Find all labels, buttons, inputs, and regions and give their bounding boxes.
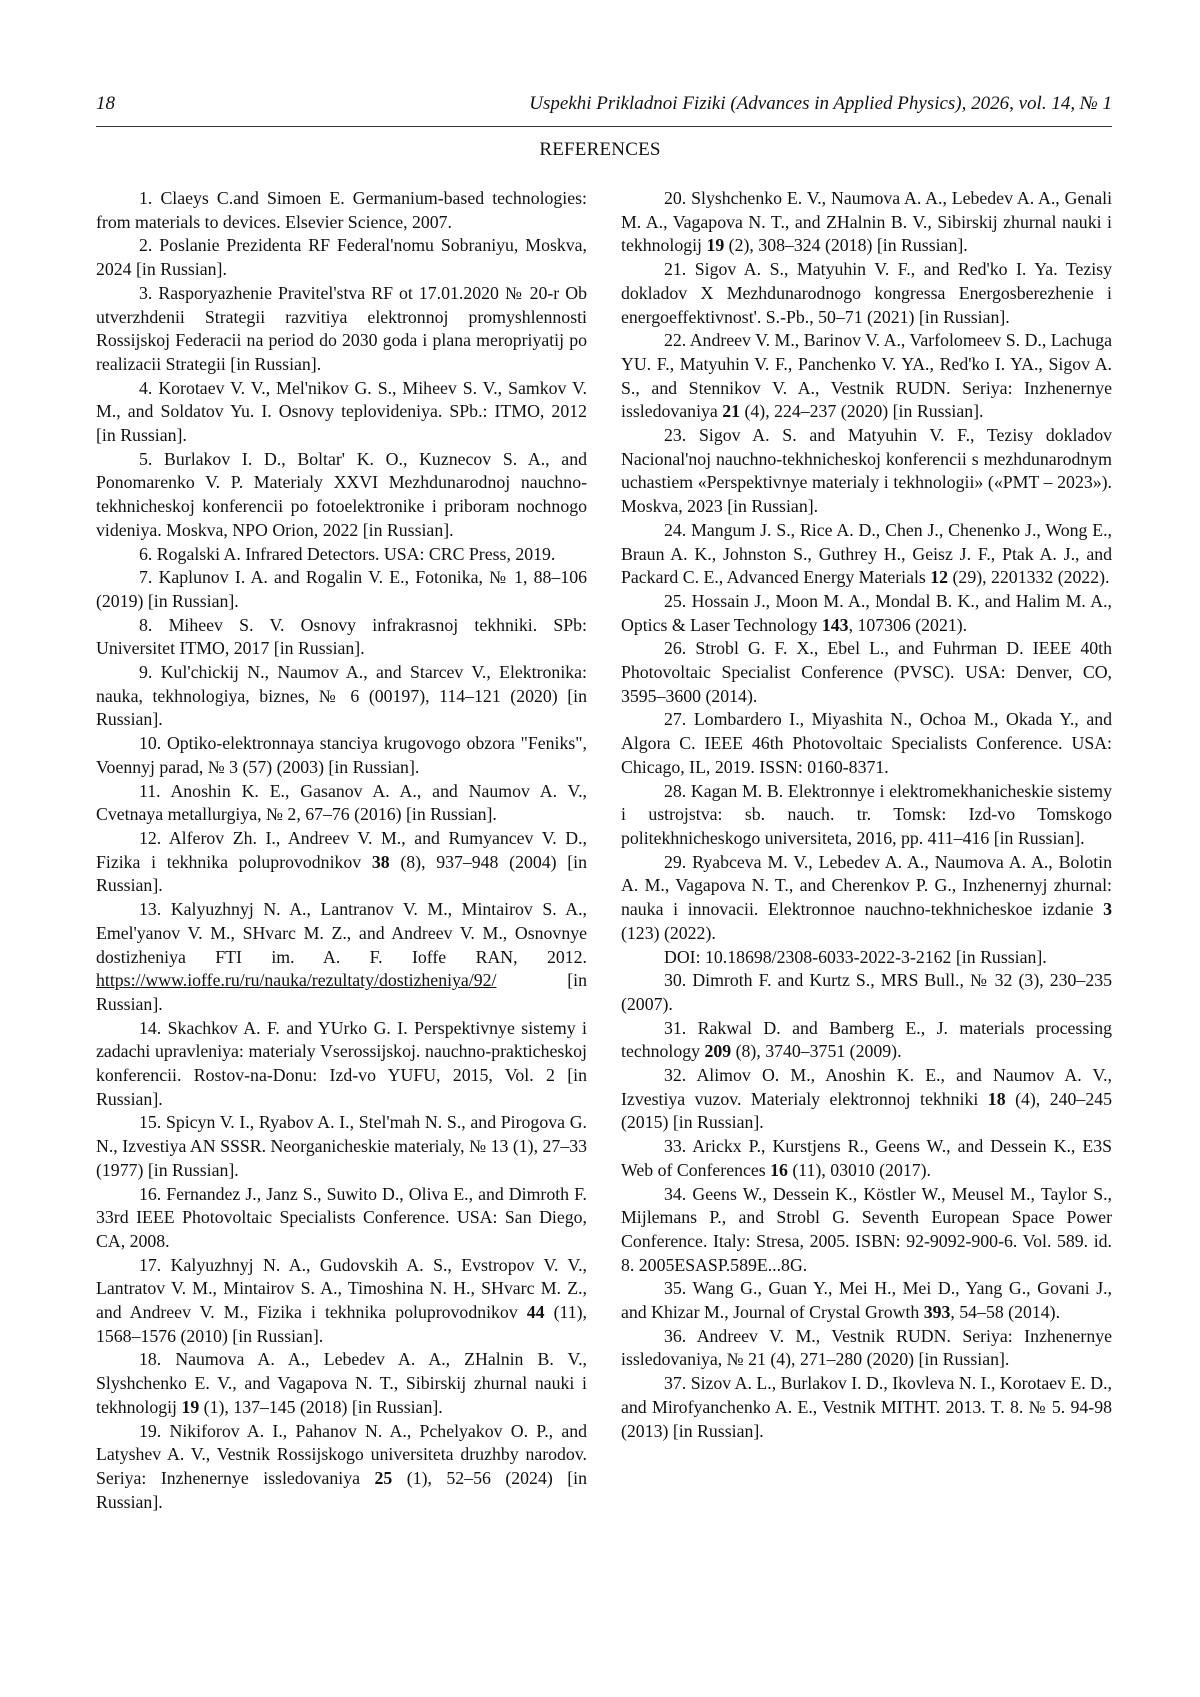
header-rule (96, 126, 1112, 127)
reference-text: (2), 308–324 (2018) [in Russian]. (724, 235, 968, 256)
reference-text: Kalyuzhnyj N. A., Gudovskih A. S., Evstropov V. V., Lantratov V. M., Mintairov S. A., Timoshina N. H., SHvarc M. Z., and Andreev V. M., Fizika i tekhnika poluprovodnikov (96, 1254, 587, 1323)
reference-text: Strobl G. F. X., Ebel L., and Fuhrman D. IEEE 40th Photovoltaic Specialist Conference (PVSC). USA: Denver, CO, 3595–3600 (2014). (621, 638, 1112, 706)
reference-text: (11), 1568–1576 (2010) [in Russian]. (96, 1302, 588, 1346)
reference-number: 13. (139, 899, 162, 920)
reference-text: , 107306 (2021). (848, 614, 968, 635)
reference-text: Slyshchenko E. V., Naumova A. A., Lebedev A. A., Genali M. A., Vagapova N. T., and ZHalnin B. V., Sibirskij zhurnal nauki i tekhnologij (621, 188, 1113, 256)
reference-number: 5. (139, 448, 153, 469)
reference-text: Dimroth F. and Kurtz S., MRS Bull., № 32 (3), 230–235 (2007). (621, 970, 1112, 1014)
reference-number: 9. (139, 662, 153, 683)
volume-number: 143 (821, 614, 849, 635)
reference-number: 20. (664, 188, 687, 208)
journal-header: Uspekhi Prikladnoi Fiziki (Advances in Applied Physics), 2026, vol. 14, № 1 (529, 93, 1112, 114)
page-number: 18 (96, 93, 115, 114)
reference-item (96, 377, 587, 448)
reference-item (96, 1348, 587, 1419)
reference-text: Geens W., Dessein K., Köstler W., Meusel M., Taylor S., Mijlemans P., and Strobl G. Seventh European Space Power Conference. Italy: Stresa, 2005. ISBN: 92-9092-900-6. Vol. 589. id. 8. 2005ESASP.589E...8G. (621, 1183, 1112, 1275)
reference-text: Korotaev V. V., Mel'nikov G. S., Miheev S. V., Samkov V. M., and Soldatov Yu. I. Osnovy teplovideniya. SPb.: ITMO, 2012 [in Russian]. (96, 377, 587, 446)
volume-number: 16 (770, 1159, 788, 1180)
volume-number: 12 (930, 567, 949, 588)
reference-text: (4), 240–245 (2015) [in Russian]. (621, 1088, 1112, 1133)
reference-number: 28. (664, 780, 687, 801)
reference-text: Anoshin K. E., Gasanov A. A., and Naumov A. V., Cvetnaya metallurgiya, № 2, 67–76 (2016) [in Russian]. (96, 780, 587, 825)
reference-number: 12. (139, 827, 162, 848)
reference-text: Rakwal D. and Bamberg E., J. materials processing technology (621, 1017, 1112, 1062)
reference-item (96, 566, 587, 613)
reference-number: 17. (139, 1254, 162, 1275)
reference-number: 4. (139, 377, 153, 398)
reference-item (621, 1135, 1112, 1182)
reference-text: Ryabceva M. V., Lebedev A. A., Naumova A. A., Bolotin A. M., Vagapova N. T., and Cherenkov P. G., Inzhenernyj zhurnal: nauka i innovacii. Elektronnoe nauchno-tekhnicheskoe izdanie (621, 851, 1112, 920)
reference-number: 29. (664, 851, 687, 872)
reference-item (621, 1064, 1112, 1135)
reference-text: (11), 03010 (2017). (787, 1159, 931, 1180)
reference-item (621, 1372, 1112, 1443)
reference-number: 23. (664, 425, 687, 446)
reference-text: (8), 937–948 (2004) [in Russian]. (96, 851, 587, 896)
reference-item (621, 708, 1112, 779)
volume-number: 19 (181, 1396, 200, 1417)
reference-number: 3. (139, 282, 153, 303)
reference-number: 10. (139, 733, 162, 754)
reference-number: 18. (139, 1349, 162, 1370)
reference-text: Claeys C.and Simoen E. Germanium-based technologies: from materials to devices. Elsevier Science, 2007. (96, 188, 588, 232)
reference-item (96, 661, 587, 732)
reference-number: 2. (139, 235, 153, 256)
reference-text: Kaplunov I. A. and Rogalin V. E., Fotonika, № 1, 88–106 (2019) [in Russian]. (96, 567, 587, 611)
reference-number: 33. (664, 1136, 687, 1157)
reference-text: Kagan M. B. Elektronnye i elektromekhanicheskie sistemy i ustrojstva: sb. nauch. tr. Tomsk: Izd-vo Tomskogo politekhnicheskogo universiteta, 2016, pp. 411–416 [in Russian]. (621, 780, 1112, 848)
reference-item (96, 282, 587, 377)
reference-text: Wang G., Guan Y., Mei H., Mei D., Yang G., Govani J., and Khizar M., Journal of Crystal Growth (621, 1278, 1113, 1323)
reference-number: 19. (139, 1420, 162, 1441)
volume-number: 3 (1103, 899, 1112, 920)
reference-item (96, 234, 587, 281)
reference-item (621, 187, 1112, 258)
reference-item (621, 780, 1112, 851)
reference-number: 32. (664, 1065, 687, 1086)
reference-text: Alferov Zh. I., Andreev V. M., and Rumyancev V. D., Fizika i tekhnika poluprovodnikov (96, 827, 587, 872)
volume-number: 209 (704, 1041, 732, 1062)
reference-number: 14. (139, 1017, 162, 1038)
volume-number: 44 (526, 1302, 545, 1323)
reference-item (96, 732, 587, 779)
reference-text: Spicyn V. I., Ryabov A. I., Stel'mah N. S., and Pirogova G. N., Izvestiya AN SSSR. Neorganicheskie materialy, № 13 (1), 27–33 (1977) [in Russian]. (96, 1112, 587, 1180)
reference-link[interactable]: https://www.ioffe.ru/ru/nauka/rezultaty/dostizheniya/92/ (96, 970, 497, 991)
reference-item (96, 780, 587, 827)
reference-item (621, 969, 1112, 1016)
reference-number: 26. (664, 638, 687, 659)
reference-item (96, 1420, 587, 1515)
reference-text: Sigov A. S., Matyuhin V. F., and Red'ko I. Ya. Tezisy dokladov X Mezhdunarodnogo kongressa Energosberezhenie i energoeffektivnost'. S.-Pb., 50–71 (2021) [in Russian]. (621, 259, 1112, 327)
reference-text: Mangum J. S., Rice A. D., Chen J., Chenenko J., Wong E., Braun A. K., Johnston S., Guthrey H., Geisz J. F., Ptak A. J., and Packard C. E., Advanced Energy Materials (621, 519, 1112, 588)
reference-text: Kul'chickij N., Naumov A., and Starcev V., Elektronika: nauka, tekhnologiya, biznes, № 6 (00197), 114–121 (2020) [in Russian]. (96, 662, 587, 730)
reference-number: 8. (139, 614, 153, 635)
reference-text: Miheev S. V. Osnovy infrakrasnoj tekhniki. SPb: Universitet ITMO, 2017 [in Russian]. (96, 614, 588, 659)
reference-text: Poslanie Prezidenta RF Federal'nomu Sobraniyu, Moskva, 2024 [in Russian]. (96, 235, 587, 280)
reference-number: 11. (139, 780, 161, 801)
reference-text: Andreev V. M., Vestnik RUDN. Seriya: Inzhenernye issledovaniya, № 21 (4), 271–280 (2020) [in Russian]. (621, 1325, 1113, 1370)
reference-item (621, 258, 1112, 329)
reference-text: Rogalski A. Infrared Detectors. USA: CRC Press, 2019. (156, 543, 556, 564)
volume-number: 38 (371, 851, 390, 872)
reference-item (96, 187, 587, 234)
reference-item (96, 1111, 587, 1182)
reference-number: 30. (664, 970, 687, 991)
reference-text: Arickx P., Kurstjens R., Geens W., and Dessein K., E3S Web of Conferences (621, 1136, 1112, 1180)
reference-number: 27. (664, 709, 687, 730)
reference-number: 31. (664, 1017, 687, 1038)
reference-item (96, 898, 587, 1017)
reference-text: (29), 2201332 (2022). (948, 567, 1110, 588)
volume-number: 21 (722, 401, 741, 422)
reference-item (96, 614, 587, 661)
reference-number: 36. (664, 1325, 687, 1346)
reference-item (621, 1183, 1112, 1278)
reference-number: 34. (664, 1183, 687, 1204)
reference-number: 35. (664, 1278, 687, 1299)
reference-text: Optiko-elektronnaya stanciya krugovogo obzora "Feniks", Voennyj parad, № 3 (57) (2003) [in Russian]. (96, 733, 587, 777)
reference-item (621, 1277, 1112, 1324)
reference-item (96, 448, 587, 543)
reference-number: 22. (664, 330, 687, 351)
reference-number: 16. (139, 1183, 162, 1204)
reference-text: (8), 3740–3751 (2009). (731, 1041, 902, 1062)
volume-number: 19 (706, 235, 725, 256)
reference-text: (1), 52–56 (2024) [in Russian]. (96, 1467, 587, 1512)
reference-text: Hossain J., Moon M. A., Mondal B. K., and Halim M. A., Optics & Laser Technology (621, 590, 1112, 635)
reference-item (621, 590, 1112, 637)
reference-text: Sizov A. L., Burlakov I. D., Ikovleva N. I., Korotaev E. D., and Mirofyanchenko A. E., Vestnik MITHT. 2013. T. 8. № 5. 94-98 (2013) [in Russian]. (621, 1373, 1112, 1441)
reference-number: 15. (139, 1112, 162, 1133)
volume-number: 25 (374, 1467, 393, 1488)
reference-number: 25. (664, 590, 687, 611)
reference-item (621, 329, 1112, 424)
reference-number: 24. (664, 519, 687, 540)
reference-text: (123) (2022). (621, 922, 716, 943)
reference-item (621, 519, 1112, 590)
reference-number: 1. (139, 188, 153, 208)
reference-item (621, 1017, 1112, 1064)
reference-text: Burlakov I. D., Boltar' K. O., Kuznecov S. A., and Ponomarenko V. P. Materialy XXVI Mezhdunarodnoj nauchno-tekhnicheskoj konferencii po fotoelektronike i priboram nochnogo videniya. Moskva, NPO Orion, 2022 [in Russian]. (96, 448, 587, 540)
reference-text: Sigov A. S. and Matyuhin V. F., Tezisy dokladov Nacional'noj nauchno-tekhnicheskoj konferencii s mezhdunarodnym uchastiem «Perspektivnye materialy i tekhnologii» («PMT – 2023»). Moskva, 2023 [in Russian]. (621, 425, 1113, 517)
references-left-column (96, 187, 587, 1514)
reference-item (96, 827, 587, 898)
reference-item (621, 851, 1112, 946)
reference-number: 37. (664, 1373, 687, 1394)
reference-text: Skachkov A. F. and YUrko G. I. Perspektivnye sistemy i zadachi upravleniya: materialy Vserossijskoj. nauchno-prakticheskoj konferencii. Rostov-na-Donu: Izd-vo YUFU, 2015, Vol. 2 [in Russian]. (96, 1017, 587, 1109)
reference-number: 21. (664, 259, 687, 280)
reference-text: (1), 137–145 (2018) [in Russian]. (199, 1396, 443, 1417)
reference-item (621, 637, 1112, 708)
reference-text: Andreev V. M., Barinov V. A., Varfolomeev S. D., Lachuga YU. F., Matyuhin V. F., Panchenko V. YA., Red'ko I. YA., Sigov A. S., and Stennikov V. A., Vestnik RUDN. Seriya: Inzhenernye issledovaniya (621, 330, 1112, 422)
volume-number: 393 (923, 1302, 951, 1323)
reference-text: Kalyuzhnyj N. A., Lantranov V. M., Mintairov S. A., Emel'yanov V. M., SHvarc M. Z., and Andreev V. M., Osnovnye dostizheniya FTI im. A. F. Ioffe RAN, 2012. (96, 899, 587, 967)
reference-text: Nikiforov A. I., Pahanov N. A., Pchelyakov O. P., and Latyshev A. V., Vestnik Rossijskogo universiteta druzhby narodov. Seriya: Inzhenernye issledovaniya (96, 1420, 588, 1488)
references-right-column (621, 187, 1112, 1443)
reference-item (96, 543, 587, 567)
reference-item (96, 1183, 587, 1254)
section-title: REFERENCES (539, 139, 661, 160)
reference-text: (4), 224–237 (2020) [in Russian]. (740, 401, 984, 422)
reference-number: 7. (139, 567, 153, 588)
reference-text: Naumova A. A., Lebedev A. A., ZHalnin B. V., Slyshchenko E. V., and Vagapova N. T., Sibirskij zhurnal nauki i tekhnologij (96, 1349, 587, 1417)
reference-text: [in Russian]. (96, 970, 587, 1014)
volume-number: 18 (987, 1088, 1006, 1109)
reference-text: Lombardero I., Miyashita N., Ochoa M., Okada Y., and Algora C. IEEE 46th Photovoltaic Specialists Conference. USA: Chicago, IL, 2019. ISSN: 0160-8371. (621, 709, 1112, 777)
reference-text: Alimov O. M., Anoshin K. E., and Naumov A. V., Izvestiya vuzov. Materialy elektronnoj tekhniki (621, 1065, 1112, 1109)
reference-item (621, 424, 1112, 519)
reference-number: 6. (139, 543, 153, 564)
reference-doi: DOI: 10.18698/2308-6033-2022-3-2162 [in Russian]. (664, 946, 1047, 967)
reference-text: , 54–58 (2014). (950, 1302, 1061, 1323)
reference-item (621, 1325, 1112, 1372)
reference-text: Fernandez J., Janz S., Suwito D., Oliva E., and Dimroth F. 33rd IEEE Photovoltaic Specialists Conference. USA: San Diego, CA, 2008. (96, 1183, 587, 1251)
reference-text: Rasporyazhenie Pravitel'stva RF ot 17.01.2020 № 20-r Ob utverzhdenii Strategii razvitiya elektronnoj promyshlennosti Rossijskoj Federacii na period do 2030 goda i plana meropriyatij po realizacii Strategii [in Russian]. (96, 282, 587, 374)
reference-item (96, 1254, 587, 1349)
reference-item (96, 1017, 587, 1112)
